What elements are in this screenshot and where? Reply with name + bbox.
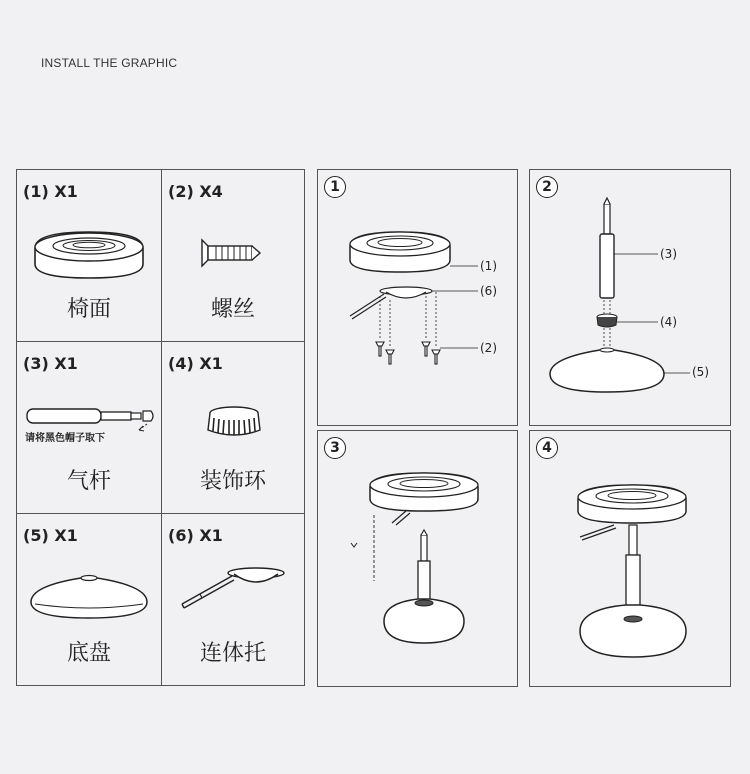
part-quantity: (1) X1: [23, 182, 78, 201]
part-name: 椅面: [66, 297, 111, 322]
step-3-panel: [317, 430, 518, 687]
part-quantity: (5) X1: [23, 526, 78, 545]
callout-screw: (2): [480, 341, 497, 355]
step-1-panel: [317, 169, 518, 426]
part-name: 装饰环: [199, 469, 266, 494]
step-2-diagram: [530, 170, 730, 425]
part-name: 气杆: [66, 469, 111, 494]
parts-grid: [16, 169, 305, 686]
part-seat: [17, 170, 162, 342]
step-3-diagram: [318, 431, 517, 686]
page-title: INSTALL THE GRAPHIC: [41, 56, 178, 70]
part-name: 底盘: [66, 641, 111, 666]
step-2-panel: [529, 169, 731, 426]
part-quantity: (3) X1: [23, 354, 78, 373]
callout-bracket: (6): [480, 284, 497, 298]
step-4-diagram: [530, 431, 730, 686]
callout-ring: (4): [660, 315, 677, 329]
part-quantity: (2) X4: [168, 182, 223, 201]
part-name: 连体托: [199, 641, 266, 666]
step-number: 2: [536, 176, 558, 198]
step-number: 3: [324, 437, 346, 459]
callout-seat: (1): [480, 259, 497, 273]
step-number: 4: [536, 437, 558, 459]
part-name: 螺丝: [210, 297, 255, 322]
callout-gas-lift: (3): [660, 247, 677, 261]
part-quantity: (4) X1: [168, 354, 223, 373]
step-number: 1: [324, 176, 346, 198]
part-ring: [162, 342, 305, 514]
callout-base: (5): [692, 365, 709, 379]
part-base: [17, 514, 162, 686]
gas-lift-note: 请将黑色帽子取下: [25, 433, 105, 444]
part-screw: [162, 170, 305, 342]
part-bracket: [162, 514, 305, 686]
step-4-panel: [529, 430, 731, 687]
part-quantity: (6) X1: [168, 526, 223, 545]
part-gas-lift: [17, 342, 162, 514]
